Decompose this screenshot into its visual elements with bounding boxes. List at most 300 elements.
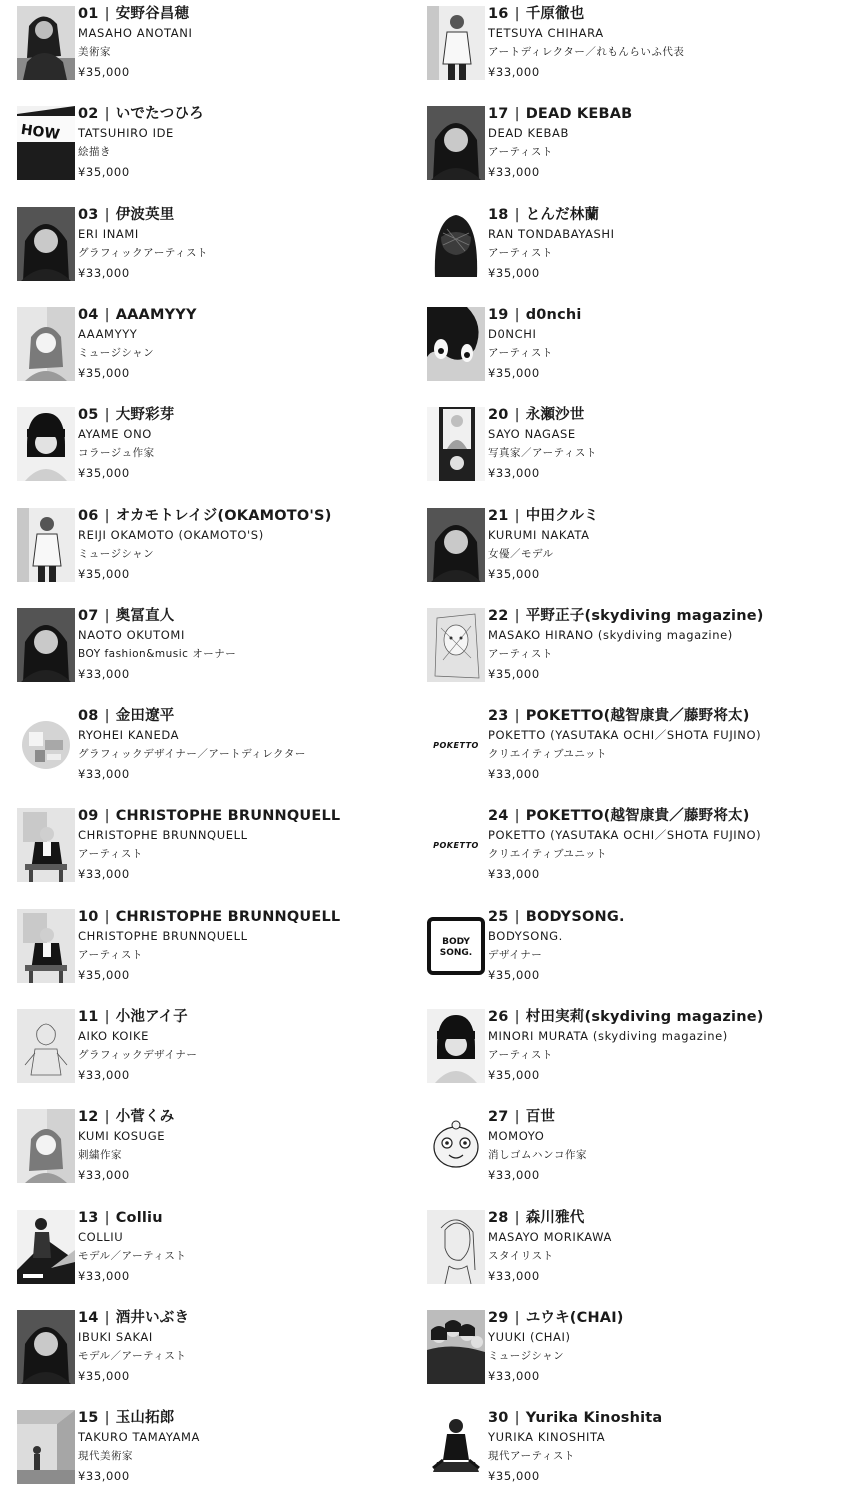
artist-info [78,1208,436,1286]
title-separator: | [104,507,110,524]
artist-price: ¥33,000 [488,1368,540,1383]
artist-name-en: YURIKA KINOSHITA [488,1430,606,1445]
artist-name-en: IBUKI SAKAI [78,1329,153,1344]
artist-name-en: YUUKI (CHAI) [488,1329,571,1344]
svg-text:HOW: HOW [19,122,61,144]
artist-title[interactable] [78,506,436,526]
artist-name-jp: 平野正子(skydiving magazine) [525,607,764,624]
artist-thumbnail[interactable] [427,1410,485,1484]
title-separator: | [104,708,110,725]
artist-info [78,806,436,884]
artist-role: アーティスト [488,246,553,259]
artist-info [78,606,436,684]
artist-title[interactable] [488,1308,846,1328]
artist-item[interactable] [427,1007,847,1087]
artist-title[interactable] [78,4,436,24]
artist-title[interactable] [488,806,846,826]
artist-price: ¥35,000 [78,65,130,79]
svg-text:BODY: BODY [442,936,470,947]
artist-name-en: SAYO NAGASE [488,427,576,442]
artist-number: 30 [488,1410,509,1427]
artist-number: 19 [488,306,509,323]
artist-item[interactable] [17,1408,437,1488]
artist-number: 16 [488,6,509,22]
artist-item[interactable] [427,506,847,586]
artist-role: 刺繍作家 [78,1149,122,1162]
artist-name-jp: BODYSONG. [525,908,625,925]
artist-role: 女優／モデル [488,547,554,560]
artist-number: 21 [488,507,509,524]
artist-item[interactable] [427,1308,847,1388]
artist-info [78,4,436,82]
artist-role: 現代美術家 [78,1450,133,1463]
title-separator: | [104,1410,110,1427]
artist-info [78,706,436,784]
artist-thumbnail[interactable] [427,207,485,281]
artist-name-jp: AAAMYYY [115,306,197,323]
artist-number: 07 [78,607,99,624]
artist-item[interactable] [17,305,437,385]
artist-thumbnail[interactable] [17,1109,75,1183]
artist-name-jp: DEAD KEBAB [525,106,633,123]
artist-title[interactable] [488,1107,846,1127]
artist-info [78,405,436,483]
artist-name-jp: 中田クルミ [525,507,599,524]
artist-info [78,1308,436,1386]
artist-name-jp: Colliu [115,1209,163,1226]
artist-number: 23 [488,708,509,725]
artist-role: クリエイティブユニット [488,748,608,761]
artist-info [78,1007,436,1085]
artist-price: ¥33,000 [488,1268,540,1283]
artist-price: ¥35,000 [488,967,540,982]
artist-number: 18 [488,206,509,223]
artist-thumbnail[interactable] [427,708,485,782]
artist-name-en: CHRISTOPHE BRUNNQUELL [78,828,248,843]
artist-name-en: AIKO KOIKE [78,1029,150,1043]
artist-title[interactable] [488,506,846,526]
artist-name-en: AAAMYYY [78,326,138,341]
artist-number: 06 [78,507,99,524]
artist-info [488,907,846,985]
artist-name-jp: ユウキ(CHAI) [525,1309,624,1326]
artist-name-jp: 奥冨直人 [115,607,175,624]
title-separator: | [514,407,520,424]
artist-role: コラージュ作家 [78,447,155,460]
artist-name-en: AYAME ONO [78,427,152,442]
artist-name-en: MINORI MURATA (skydiving magazine) [488,1029,728,1043]
artist-name-jp: CHRISTOPHE BRUNNQUELL [115,808,341,825]
artist-item[interactable] [17,405,437,485]
artist-price: ¥33,000 [488,867,540,882]
artist-price: ¥33,000 [78,867,130,882]
artist-name-jp: 小菅くみ [115,1109,175,1126]
artist-price: ¥35,000 [78,466,130,481]
artist-item[interactable] [17,706,437,786]
artist-price: ¥33,000 [78,1469,130,1484]
artist-name-jp: 玉山拓郎 [115,1410,175,1427]
artist-title[interactable] [78,1208,436,1228]
artist-info [78,305,436,383]
artist-title[interactable] [78,606,436,626]
artist-info [78,205,436,283]
title-separator: | [104,106,110,123]
artist-name-en: MASAYO MORIKAWA [488,1229,612,1244]
artist-name-jp: 森川雅代 [525,1209,585,1226]
artist-number: 05 [78,407,99,424]
artist-item[interactable] [427,907,847,987]
artist-role: 写真家／アーティスト [488,447,597,460]
title-separator: | [104,306,110,323]
title-separator: | [104,1109,110,1126]
title-separator: | [104,407,110,424]
artist-name-jp: いでたつひろ [115,106,204,123]
artist-number: 09 [78,808,99,825]
artist-title[interactable] [488,205,846,225]
artist-role: アーティスト [78,948,143,961]
artist-role: グラフィックアーティスト [78,246,209,259]
artist-title[interactable] [78,305,436,325]
artist-name-jp: d0nchi [525,306,582,323]
artist-info [78,1408,436,1486]
artist-title[interactable] [488,405,846,425]
artist-name-en: MASAKO HIRANO (skydiving magazine) [488,627,733,642]
artist-price: ¥33,000 [488,767,540,782]
artist-name-en: POKETTO (YASUTAKA OCHI／SHOTA FUJINO) [488,728,762,743]
artist-info [488,1308,846,1386]
artist-thumbnail[interactable] [427,909,485,983]
artist-price: ¥33,000 [78,1068,130,1082]
artist-title[interactable] [78,907,436,927]
artist-item[interactable] [427,104,847,184]
artist-item[interactable] [17,205,437,285]
artist-item[interactable] [427,1208,847,1288]
artist-name-en: TAKURO TAMAYAMA [78,1430,201,1445]
artist-info [488,205,846,283]
artist-info [488,104,846,182]
title-separator: | [104,6,110,22]
artist-item[interactable] [17,907,437,987]
artist-name-en: KUMI KOSUGE [78,1129,166,1144]
artist-role: 消しゴムハンコ作家 [488,1149,587,1162]
artist-thumbnail[interactable] [427,6,485,80]
artist-info [488,405,846,483]
artist-title[interactable] [488,1208,846,1228]
artist-thumbnail[interactable] [17,106,75,180]
artist-number: 08 [78,708,99,725]
artist-name-en: RYOHEI KANEDA [78,728,180,743]
artist-number: 03 [78,206,99,223]
artist-price: ¥33,000 [488,165,540,180]
artist-number: 01 [78,6,99,22]
artist-item[interactable] [17,1308,437,1388]
artist-thumbnail[interactable] [427,407,485,481]
title-separator: | [514,1410,520,1427]
svg-text:SONG.: SONG. [439,947,473,958]
artist-price: ¥35,000 [488,265,540,280]
artist-name-jp: 伊波英里 [115,206,175,223]
artist-role: クリエイティブユニット [488,848,608,861]
artist-title[interactable] [78,1007,436,1027]
artist-name-en: RAN TONDABAYASHI [488,226,615,241]
artist-item[interactable] [17,506,437,586]
artist-title[interactable] [488,104,846,124]
artist-info [488,4,846,82]
artist-title[interactable] [488,706,846,726]
artist-info [78,506,436,584]
artist-title[interactable] [78,806,436,826]
artist-item[interactable] [17,806,437,886]
artist-name-jp: 百世 [525,1109,556,1126]
artist-price: ¥35,000 [488,666,540,681]
artist-price: ¥33,000 [78,767,130,782]
title-separator: | [104,808,110,825]
title-separator: | [514,1109,520,1126]
artist-title[interactable] [78,205,436,225]
artist-thumbnail[interactable] [17,1210,75,1284]
artist-name-en: D0NCHI [488,326,537,341]
artist-thumbnail[interactable] [17,708,75,782]
artist-thumbnail[interactable] [427,1210,485,1284]
artist-number: 27 [488,1109,509,1126]
artist-price: ¥33,000 [78,666,130,681]
artist-role: BOY fashion&music オーナー [78,647,237,660]
artist-name-en: REIJI OKAMOTO (OKAMOTO'S) [78,527,264,542]
artist-name-en: KURUMI NAKATA [488,527,590,542]
artist-role: アートディレクター／れもんらいふ代表 [488,46,685,58]
artist-thumbnail[interactable] [427,808,485,882]
title-separator: | [514,708,520,725]
artist-price: ¥35,000 [78,1368,130,1383]
artist-name-jp: 金田遼平 [115,708,175,725]
title-separator: | [104,1209,110,1226]
artist-name-en: MASAHO ANOTANI [78,26,193,40]
artist-price: ¥33,000 [488,65,540,79]
artist-name-jp: とんだ林蘭 [525,206,600,223]
artist-title[interactable] [488,305,846,325]
artist-name-jp: CHRISTOPHE BRUNNQUELL [115,908,341,925]
artist-thumbnail[interactable] [17,808,75,882]
artist-info [488,706,846,784]
artist-role: アーティスト [488,146,553,159]
artist-item[interactable] [427,405,847,485]
artist-title[interactable] [78,1107,436,1127]
artist-thumbnail[interactable] [427,1109,485,1183]
artist-role: モデル／アーティスト [78,1249,187,1262]
artist-thumbnail[interactable] [17,1410,75,1484]
artist-info [488,1208,846,1286]
artist-info [78,1107,436,1185]
artist-title[interactable] [488,4,846,24]
artist-role: ミュージシャン [78,346,155,359]
artist-item[interactable] [427,4,847,84]
artist-name-jp: 大野彩芽 [115,407,175,424]
artist-thumbnail[interactable] [17,6,75,80]
artist-role: 美術家 [78,46,111,58]
artist-thumbnail[interactable] [427,1009,485,1083]
artist-price: ¥35,000 [78,365,130,380]
title-separator: | [104,1309,110,1326]
artist-price: ¥35,000 [488,1068,540,1082]
artist-item[interactable] [427,706,847,786]
artist-thumbnail[interactable] [427,608,485,682]
artist-thumbnail[interactable] [17,407,75,481]
title-separator: | [104,908,110,925]
artist-role: 絵描き [78,146,111,159]
artist-price: ¥35,000 [488,566,540,581]
title-separator: | [514,908,520,925]
artist-name-en: MOMOYO [488,1129,545,1144]
artist-name-jp: オカモトレイジ(OKAMOTO'S) [115,507,332,524]
title-separator: | [514,106,520,123]
artist-item[interactable] [427,1107,847,1187]
artist-thumbnail[interactable] [427,508,485,582]
artist-title[interactable] [488,1408,846,1428]
artist-number: 28 [488,1209,509,1226]
artist-title[interactable] [488,907,846,927]
artist-role: ミュージシャン [78,547,155,560]
artist-item[interactable] [427,806,847,886]
artist-number: 12 [78,1109,99,1126]
artist-number: 10 [78,908,99,925]
artist-price: ¥33,000 [78,265,130,280]
artist-thumbnail[interactable] [17,207,75,281]
artist-price: ¥35,000 [78,566,130,581]
artist-title[interactable] [78,104,436,124]
artist-thumbnail[interactable] [17,307,75,381]
artist-title[interactable] [78,1308,436,1328]
svg-text:POKETTO: POKETTO [433,841,479,851]
artist-number: 26 [488,1009,509,1025]
artist-number: 17 [488,106,509,123]
artist-role: 現代アーティスト [488,1450,575,1463]
artist-name-en: ERI INAMI [78,226,139,241]
artist-name-jp: 小池アイ子 [115,1009,188,1025]
artist-thumbnail[interactable] [17,1310,75,1384]
artist-item[interactable] [427,1408,847,1488]
artist-item[interactable] [17,1107,437,1187]
artist-title[interactable] [78,706,436,726]
title-separator: | [514,306,520,323]
artist-name-jp: POKETTO(越智康貴／藤野将太) [525,808,750,825]
artist-info [488,1408,846,1486]
artist-role: アーティスト [488,647,553,660]
title-separator: | [514,808,520,825]
artist-title[interactable] [78,1408,436,1428]
artist-name-jp: 酒井いぶき [115,1309,190,1326]
artist-name-en: COLLIU [78,1229,124,1244]
artist-price: ¥35,000 [488,365,540,380]
artist-number: 29 [488,1309,509,1326]
artist-name-jp: Yurika Kinoshita [525,1410,663,1427]
artist-thumbnail[interactable] [17,1009,75,1083]
artist-thumbnail[interactable] [17,608,75,682]
artist-info [488,1007,846,1085]
artist-info [488,806,846,884]
title-separator: | [514,607,520,624]
artist-item[interactable] [17,1208,437,1288]
title-separator: | [104,607,110,624]
artist-item[interactable] [17,4,437,84]
artist-role: グラフィックデザイナー／アートディレクター [78,748,306,761]
artist-name-en: CHRISTOPHE BRUNNQUELL [78,928,248,943]
artist-name-jp: 安野谷昌穂 [115,6,190,22]
artist-item[interactable] [17,104,437,184]
artist-name-en: NAOTO OKUTOMI [78,627,185,642]
artist-thumbnail[interactable] [427,307,485,381]
title-separator: | [104,1009,110,1025]
artist-name-jp: 永瀬沙世 [525,407,585,424]
title-separator: | [514,6,520,22]
artist-role: グラフィックデザイナー [78,1049,198,1061]
artist-number: 13 [78,1209,99,1226]
artist-role: アーティスト [488,346,553,359]
title-separator: | [514,206,520,223]
artist-info [488,305,846,383]
title-separator: | [514,1309,520,1326]
title-separator: | [514,1209,520,1226]
artist-price: ¥33,000 [488,466,540,481]
artist-thumbnail[interactable] [427,106,485,180]
title-separator: | [514,507,520,524]
artist-price: ¥33,000 [78,1268,130,1283]
artist-price: ¥33,000 [488,1168,540,1183]
artist-item[interactable] [427,606,847,686]
title-separator: | [514,1009,520,1025]
artist-item[interactable] [427,305,847,385]
artist-title[interactable] [78,405,436,425]
artist-item[interactable] [427,205,847,285]
artist-price: ¥35,000 [78,967,130,982]
artist-name-jp: 村田実莉(skydiving magazine) [525,1009,764,1025]
artist-info [78,104,436,182]
artist-name-en: BODYSONG. [488,928,563,943]
title-separator: | [104,206,110,223]
artist-title[interactable] [488,1007,846,1027]
artist-number: 20 [488,407,509,424]
artist-title[interactable] [488,606,846,626]
artist-name-en: TATSUHIRO IDE [78,126,174,141]
artist-number: 14 [78,1309,99,1326]
artist-role: デザイナー [488,948,543,961]
artist-price: ¥33,000 [78,1168,130,1183]
artist-info [78,907,436,985]
artist-thumbnail[interactable] [17,909,75,983]
artist-thumbnail[interactable] [427,1310,485,1384]
artist-name-jp: 千原徹也 [525,6,585,22]
artist-number: 25 [488,908,509,925]
artist-role: ミュージシャン [488,1349,565,1362]
artist-thumbnail[interactable] [17,508,75,582]
artist-name-en: POKETTO (YASUTAKA OCHI／SHOTA FUJINO) [488,828,762,843]
artist-number: 15 [78,1410,99,1427]
artist-item[interactable] [17,1007,437,1087]
artist-number: 11 [78,1009,99,1025]
artist-number: 22 [488,607,509,624]
artist-item[interactable] [17,606,437,686]
artist-info [488,1107,846,1185]
artist-number: 02 [78,106,99,123]
artist-name-en: DEAD KEBAB [488,126,569,141]
artist-info [488,506,846,584]
artist-role: モデル／アーティスト [78,1349,187,1362]
artist-price: ¥35,000 [488,1469,540,1484]
artist-number: 04 [78,306,99,323]
artist-info [488,606,846,684]
artist-name-jp: POKETTO(越智康貴／藤野将太) [525,708,750,725]
artist-price: ¥35,000 [78,165,130,180]
svg-text:POKETTO: POKETTO [433,741,479,751]
